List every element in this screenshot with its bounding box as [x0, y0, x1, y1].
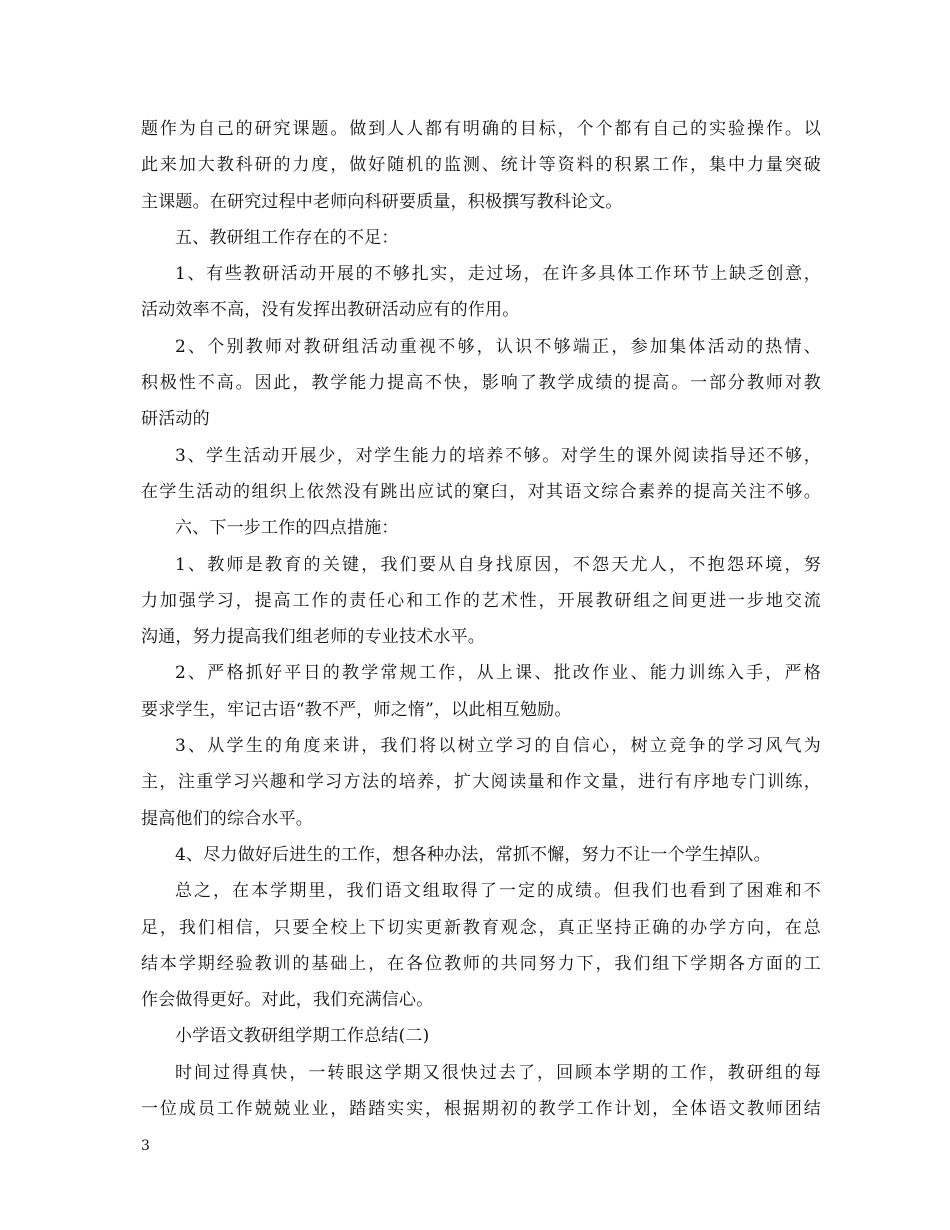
text-line: 在学生活动的组织上依然没有跳出应试的窠臼，对其语文综合素养的提高关注不够。 — [141, 481, 821, 502]
text-line: 1、有些教研活动开展的不够扎实，走过场，在许多具体工作环节上缺乏创意， — [175, 264, 821, 285]
text-line: 题作为自己的研究课题。做到人人都有明确的目标，个个都有自己的实验操作。以 — [141, 119, 821, 139]
text-line: 六、下一步工作的四点措施： — [175, 518, 399, 539]
text-line: 沟通，努力提高我们组老师的专业技术水平。 — [141, 627, 485, 648]
text-line: 作会做得更好。对此，我们充满信心。 — [141, 990, 434, 1011]
text-line: 2、严格抓好平日的教学常规工作，从上课、批改作业、能力训练入手，严格 — [175, 663, 821, 684]
text-line: 力加强学习，提高工作的责任心和工作的艺术性，开展教研组之间更进一步地交流 — [141, 590, 821, 611]
text-line: 3、学生活动开展少，对学生能力的培养不够。对学生的课外阅读指导还不够， — [175, 445, 821, 466]
text-line: 研活动的 — [141, 409, 210, 430]
text-line: 此来加大教科研的力度，做好随机的监测、统计等资料的积累工作，集中力量突破 — [141, 155, 821, 176]
text-line: 五、教研组工作存在的不足： — [175, 227, 399, 248]
text-line: 2、个别教师对教研组活动重视不够，认识不够端正，参加集体活动的热情、 — [175, 336, 821, 357]
text-line: 足，我们相信，只要全校上下切实更新教育观念，真正坚持正确的办学方向，在总 — [141, 917, 821, 938]
text-line: 4、尽力做好后进生的工作，想各种办法，常抓不懈，努力不让一个学生掉队。 — [175, 844, 771, 865]
text-line: 积极性不高。因此，教学能力提高不快，影响了教学成绩的提高。一部分教师对教 — [141, 373, 821, 394]
text-line: 时间过得真快，一转眼这学期又很快过去了，回顾本学期的工作，教研组的每 — [175, 1062, 821, 1083]
text-line: 结本学期经验教训的基础上，在各位教师的共同努力下，我们组下学期各方面的工 — [141, 953, 821, 974]
text-line: 小学语文教研组学期工作总结(二) — [175, 1026, 430, 1047]
text-line: 活动效率不高，没有发挥出教研活动应有的作用。 — [141, 300, 520, 321]
text-line: 主课题。在研究过程中老师向科研要质量，积极撰写教科论文。 — [141, 191, 623, 212]
text-line: 一位成员工作兢兢业业，踏踏实实，根据期初的教学工作计划，全体语文教师团结 — [141, 1099, 821, 1120]
text-line: 总之，在本学期里，我们语文组取得了一定的成绩。但我们也看到了困难和不 — [175, 881, 821, 902]
text-line: 要求学生，牢记古语“教不严，师之惰”，以此相互勉励。 — [141, 699, 572, 720]
text-line: 1、教师是教育的关键，我们要从自身找原因，不怨天尤人，不抱怨环境，努 — [175, 554, 821, 575]
document-body — [141, 111, 821, 1127]
text-line: 3、从学生的角度来讲，我们将以树立学习的自信心，树立竞争的学习风气为 — [175, 736, 821, 757]
page-number: 3 — [141, 1138, 150, 1154]
text-line: 主，注重学习兴趣和学习方法的培养，扩大阅读量和作文量，进行有序地专门训练， — [141, 772, 821, 793]
text-line: 提高他们的综合水平。 — [141, 808, 313, 829]
